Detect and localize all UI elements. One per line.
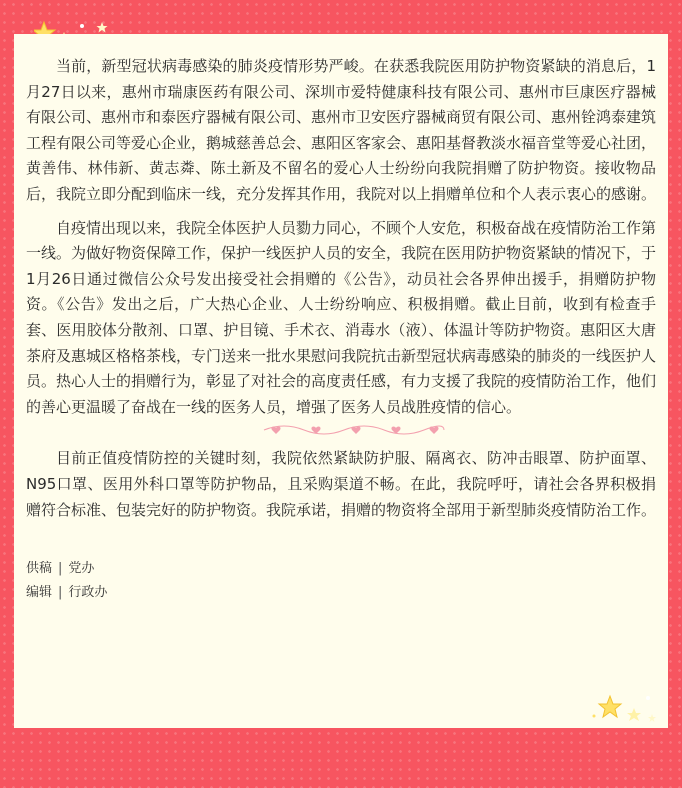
credit-value: 党办 bbox=[68, 561, 95, 577]
article-card bbox=[14, 34, 668, 728]
credits bbox=[26, 557, 656, 605]
heart-divider bbox=[26, 420, 656, 442]
credit-line-source bbox=[26, 557, 656, 581]
paragraph-3: 目前正值疫情防控的关键时刻，我院依然紧缺防护服、隔离衣、防冲击眼罩、防护面罩、N95口罩、医用外科口罩等防护物品，且采购渠道不畅。在此，我院呼吁，请社会各界积极捐赠符合标准、包装完好的防护物资。我院承诺，捐赠的物资将全部用于新型肺炎疫情防治工作。 bbox=[26, 449, 657, 519]
credit-separator: | bbox=[58, 585, 63, 601]
paragraph-2: 自疫情出现以来，我院全体医护人员勠力同心，不顾个人安危，积极奋战在疫情防治工作第一线。为做好物资保障工作，保护一线医护人员的安全，我院在医用防护物资紧缺的情况下，于1月26日通过微信公众号发出接受社会捐赠的《公告》，动员社会各界伸出援手，捐赠防护物资。《公告》发出之后，广大热心企业、人士纷纷响应、积极捐赠。截止目前，收到有检查手套、医用胶体分散剂、口罩、护目镜、手术衣、消毒水（液）、体温计等防护物资。惠阳区大唐茶府及惠城区格格茶栈，专门送来一批水果慰问我院抗击新型冠状病毒感染的肺炎的一线医护人员。热心人士的捐赠行为，彰显了对社会的高度责任感，有力支援了我院的疫情防治工作，他们的善心更温暖了奋战在一线的医务人员，增强了医务人员战胜疫情的信心。 bbox=[26, 218, 657, 416]
credit-value: 行政办 bbox=[68, 585, 108, 601]
credit-label: 供稿 bbox=[26, 561, 53, 577]
star-decoration-icon bbox=[590, 688, 660, 732]
credit-line-editor bbox=[26, 581, 656, 605]
heart-divider-icon bbox=[258, 422, 448, 438]
paragraph-1: 当前，新型冠状病毒感染的肺炎疫情形势严峻。在获悉我院医用防护物资紧缺的消息后，1月27日以来，惠州市瑞康医药有限公司、深圳市爱特健康科技有限公司、惠州市巨康医疗器械有限公司、惠州市和泰医疗器械有限公司、惠州市卫安医疗器械商贸有限公司、惠州铨鸿泰建筑工程有限公司等爱心企业，鹅城慈善总会、惠阳区客家会、惠阳基督教淡水福音堂等爱心社团，黄善伟、林伟新、黄志粦、陈土新及不留名的爱心人士纷纷向我院捐赠了防护物资。接收物品后，我院立即分配到临床一线，充分发挥其作用，我院对以上捐赠单位和个人表示衷心的感谢。 bbox=[26, 57, 657, 203]
credit-separator: | bbox=[58, 561, 63, 577]
credit-label: 编辑 bbox=[26, 585, 53, 601]
